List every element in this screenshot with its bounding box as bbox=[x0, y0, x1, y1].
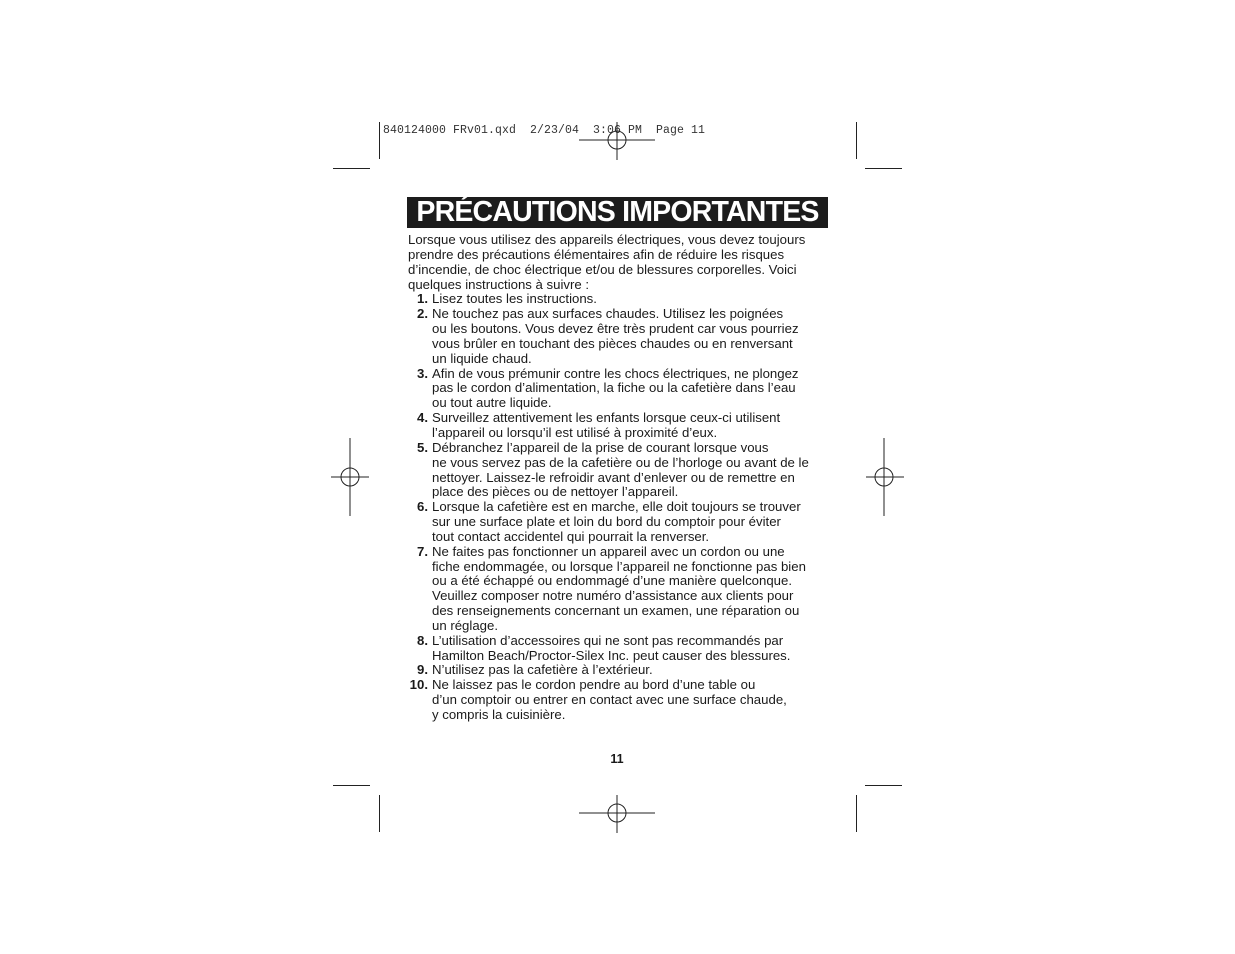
item-number: 8. bbox=[417, 632, 428, 648]
item-number: 5. bbox=[417, 439, 428, 455]
item-line: ou tout autre liquide. bbox=[432, 395, 552, 411]
registration-mark-left-icon bbox=[331, 438, 371, 516]
item-line: Ne touchez pas aux surfaces chaudes. Utilisez les poignées bbox=[432, 306, 784, 322]
item-line: Lorsque la cafetière est en marche, elle doit toujours se trouver bbox=[432, 499, 801, 515]
title-banner bbox=[407, 197, 828, 228]
item-number: 7. bbox=[417, 543, 428, 559]
item-line: d’un comptoir ou entrer en contact avec une surface chaude, bbox=[432, 692, 787, 708]
item-line: ou les boutons. Vous devez être très prudent car vous pourriez bbox=[432, 321, 799, 337]
list-item bbox=[408, 307, 833, 366]
intro-line: prendre des précautions élémentaires afin de réduire les risques bbox=[408, 246, 785, 262]
item-line: Hamilton Beach/Proctor-Silex Inc. peut causer des blessures. bbox=[432, 647, 791, 663]
item-line: Surveillez attentivement les enfants lorsque ceux-ci utilisent bbox=[432, 410, 781, 426]
crop-mark-top-right-horizontal bbox=[865, 168, 902, 169]
list-item bbox=[408, 411, 833, 441]
item-line: nettoyer. Laissez-le refroidir avant d’enlever ou de remettre en bbox=[432, 469, 795, 485]
item-line: ne vous servez pas de la cafetière ou de l’horloge ou avant de le bbox=[432, 454, 809, 470]
safeguards-list bbox=[408, 292, 833, 722]
item-number: 4. bbox=[417, 410, 428, 426]
intro-line: quelques instructions à suivre : bbox=[408, 276, 590, 292]
item-line: Lisez toutes les instructions. bbox=[432, 291, 597, 307]
item-number: 6. bbox=[417, 499, 428, 515]
item-line: un réglage. bbox=[432, 617, 498, 633]
list-item bbox=[408, 678, 833, 723]
crop-mark-bottom-right-vertical bbox=[856, 795, 857, 832]
item-line: N’utilisez pas la cafetière à l’extérieur. bbox=[432, 662, 653, 678]
item-line: un liquide chaud. bbox=[432, 350, 532, 366]
list-item bbox=[408, 292, 833, 307]
intro-line: d’incendie, de choc électrique et/ou de blessures corporelles. Voici bbox=[408, 261, 797, 277]
intro-paragraph bbox=[408, 233, 833, 292]
item-line: pas le cordon d’alimentation, la fiche ou la cafetière dans l’eau bbox=[432, 380, 796, 396]
item-line: Afin de vous prémunir contre les chocs électriques, ne plongez bbox=[432, 365, 799, 381]
item-line: Ne laissez pas le cordon pendre au bord d’une table ou bbox=[432, 677, 756, 693]
slug-line: 840124000 FRv01.qxd 2/23/04 3:06 PM Page 11 bbox=[383, 124, 706, 137]
item-line: y compris la cuisinière. bbox=[432, 707, 566, 722]
item-line: tout contact accidentel qui pourrait la renverser. bbox=[432, 528, 710, 544]
page-title: PRÉCAUTIONS IMPORTANTES bbox=[416, 196, 819, 229]
item-line: Veuillez composer notre numéro d’assistance aux clients pour bbox=[432, 588, 794, 604]
crop-mark-bottom-left-vertical bbox=[379, 795, 380, 832]
item-line: Débranchez l’appareil de la prise de courant lorsque vous bbox=[432, 439, 769, 455]
crop-mark-top-left-vertical bbox=[379, 122, 380, 159]
safeguards-content bbox=[408, 233, 833, 723]
crop-mark-top-right-vertical bbox=[856, 122, 857, 159]
intro-line: Lorsque vous utilisez des appareils électriques, vous devez toujours bbox=[408, 232, 806, 247]
page-number: 11 bbox=[610, 752, 624, 766]
list-item bbox=[408, 663, 833, 678]
item-number: 10. bbox=[409, 677, 428, 693]
item-number: 2. bbox=[417, 306, 428, 322]
item-line: fiche endommagée, ou lorsque l’appareil ne fonctionne pas bien bbox=[432, 558, 806, 574]
item-number: 9. bbox=[417, 662, 428, 678]
list-item bbox=[408, 367, 833, 412]
registration-mark-top-icon bbox=[579, 122, 655, 162]
item-line: sur une surface plate et loin du bord du comptoir pour éviter bbox=[432, 514, 781, 530]
list-item bbox=[408, 545, 833, 634]
list-item bbox=[408, 634, 833, 664]
item-line: l’appareil ou lorsqu’il est utilisé à proximité d’eux. bbox=[432, 424, 718, 440]
item-line: vous brûler en touchant des pièces chaudes ou en renversant bbox=[432, 335, 793, 351]
list-item bbox=[408, 500, 833, 545]
crop-mark-bottom-right-horizontal bbox=[865, 785, 902, 786]
item-line: Ne faites pas fonctionner un appareil avec un cordon ou une bbox=[432, 543, 785, 559]
item-line: ou a été échappé ou endommagé d’une manière quelconque. bbox=[432, 573, 792, 589]
item-number: 1. bbox=[417, 291, 428, 307]
list-item bbox=[408, 441, 833, 500]
item-line: L’utilisation d’accessoires qui ne sont pas recommandés par bbox=[432, 632, 784, 648]
registration-mark-bottom-icon bbox=[579, 795, 655, 835]
item-line: place des pièces ou de nettoyer l’appareil. bbox=[432, 484, 679, 500]
crop-mark-bottom-left-horizontal bbox=[333, 785, 370, 786]
item-line: des renseignements concernant un examen, une réparation ou bbox=[432, 603, 800, 619]
crop-mark-top-left-horizontal bbox=[333, 168, 370, 169]
item-number: 3. bbox=[417, 365, 428, 381]
registration-mark-right-icon bbox=[864, 438, 904, 516]
